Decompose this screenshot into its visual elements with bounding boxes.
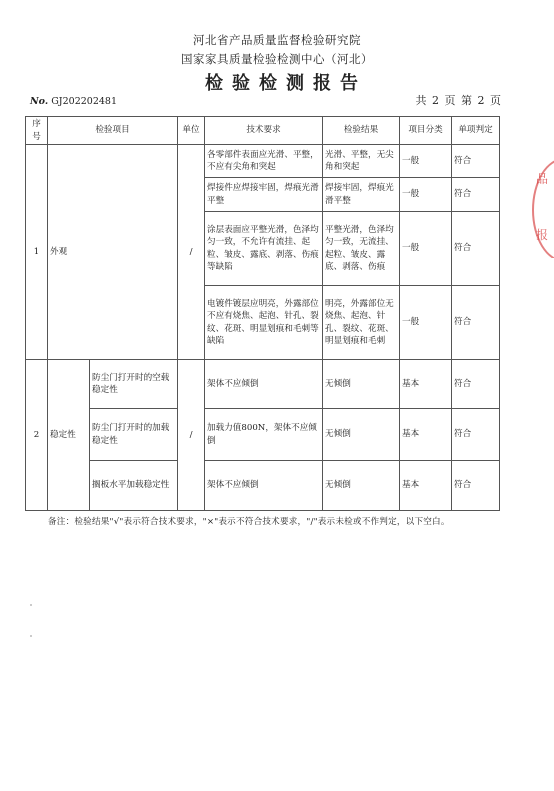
table-row [26,145,500,178]
verdict-cell: 符合 [452,409,500,461]
seal-char: 品 [536,172,549,186]
result-cell: 光滑、平整，无尖角和突起 [323,145,400,178]
verdict-cell: 符合 [452,178,500,212]
requirement-cell: 涂层表面应平整光滑，色泽均匀一致，不允许有流挂、起粒、皱皮、露底、剥落、伤痕等缺陷 [205,212,323,286]
verdict-cell: 符合 [452,145,500,178]
category-cell: 基本 [400,461,452,511]
header-result: 检验结果 [323,117,400,145]
result-cell: 无倾倒 [323,360,400,409]
table-row [26,360,500,409]
table-row [26,409,500,461]
verdict-cell: 符合 [452,461,500,511]
seal-stamp [532,158,554,258]
requirement-cell: 各零部件表面应光滑、平整，不应有尖角和突起 [205,145,323,178]
category-cell: 一般 [400,286,452,360]
result-cell: 无倾倒 [323,409,400,461]
document-number [30,96,117,107]
requirement-cell: 加载力值800N，架体不应倾倒 [205,409,323,461]
group-name: 外观 [48,145,178,360]
category-cell: 基本 [400,360,452,409]
result-cell: 平整光滑，色泽均匀一致，无流挂、起粒、皱皮、露底、剥落、伤痕 [323,212,400,286]
seal-char: 报 [536,228,549,242]
org-name-line2: 国家家具质量检验检测中心（河北） [181,52,373,66]
header-item: 检验项目 [48,117,178,145]
result-cell: 无倾倒 [323,461,400,511]
table-header-row [26,117,500,145]
report-title: 检验检测报告 [205,73,367,94]
verdict-cell: 符合 [452,212,500,286]
result-cell: 焊接牢固，焊痕光滑平整 [323,178,400,212]
sub-item-cell: 防尘门打开时的空载稳定性 [90,360,178,409]
category-cell: 一般 [400,178,452,212]
group-unit: / [178,145,205,360]
table-row [26,461,500,511]
footer-note: 备注：检验结果"√"表示符合技术要求，"×"表示不符合技术要求，"/"表示未检或不作判定，以下空白。 [48,517,450,527]
page-indicator: 共 2 页 第 2 页 [415,94,502,107]
header-requirement: 技术要求 [205,117,323,145]
group-no: 1 [26,145,48,360]
group-name: 稳定性 [48,360,90,511]
header-unit: 单位 [178,117,205,145]
document-number-value: GJ202202481 [51,96,117,107]
verdict-cell: 符合 [452,360,500,409]
header-no: 序号 [26,117,48,145]
verdict-cell: 符合 [452,286,500,360]
category-cell: 一般 [400,145,452,178]
requirement-cell: 电镀件镀层应明亮，外露部位不应有烧焦、起泡、针孔、裂纹、花斑、明显划痕和毛刺等缺陷 [205,286,323,360]
scan-speck [30,604,32,606]
result-cell: 明亮，外露部位无烧焦、起泡、针孔、裂纹、花斑、明显划痕和毛刺 [323,286,400,360]
requirement-cell: 架体不应倾倒 [205,461,323,511]
document-number-label: No. [30,96,49,107]
header-category: 项目分类 [400,117,452,145]
inspection-table [25,116,500,511]
org-name-line1: 河北省产品质量监督检验研究院 [193,33,361,47]
requirement-cell: 焊接件应焊接牢固，焊痕光滑平整 [205,178,323,212]
sub-item-cell: 搁板水平加载稳定性 [90,461,178,511]
header-verdict: 单项判定 [452,117,500,145]
category-cell: 一般 [400,212,452,286]
scan-speck [30,635,32,637]
group-no: 2 [26,360,48,511]
sub-item-cell: 防尘门打开时的加载稳定性 [90,409,178,461]
group-unit: / [178,360,205,511]
category-cell: 基本 [400,409,452,461]
requirement-cell: 架体不应倾倒 [205,360,323,409]
